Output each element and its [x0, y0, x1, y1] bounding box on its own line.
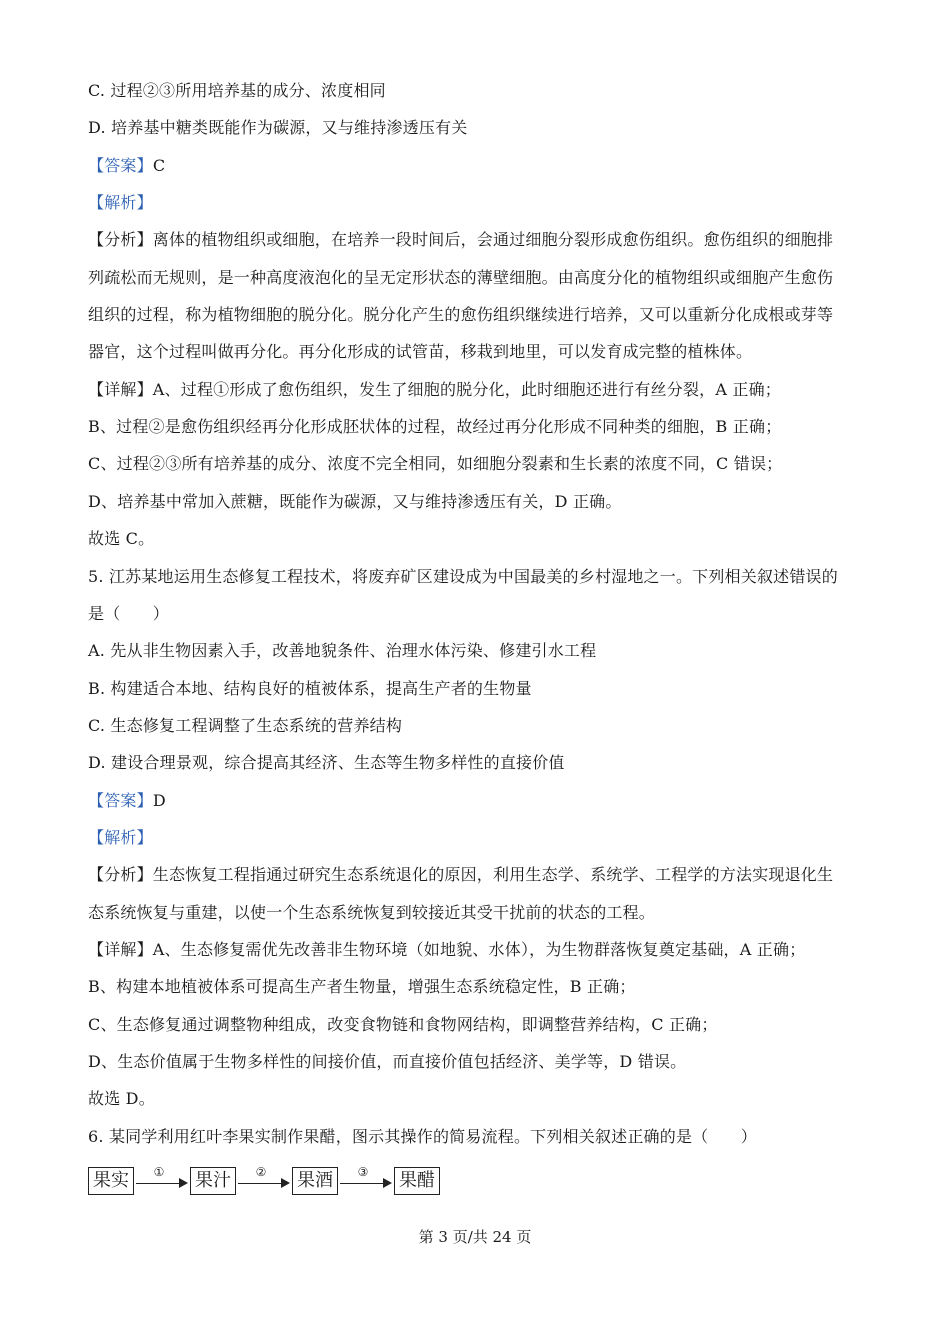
line-text: 组织的过程，称为植物细胞的脱分化。脱分化产生的愈伤组织继续进行培养，又可以重新分化成根或芽等 [88, 305, 834, 324]
line-text: B、构建本地植被体系可提高生产者生物量，增强生态系统稳定性，B 正确； [88, 977, 636, 996]
flow-box-juice: 果汁 [190, 1167, 236, 1195]
text-line [88, 902, 870, 924]
line-text: C、过程②③所有培养基的成分、浓度不完全相同，如细胞分裂素和生长素的浓度不同，C 错误； [88, 454, 783, 473]
process-flow-diagram [88, 1166, 440, 1196]
flow-step-label: ① [153, 1165, 165, 1179]
line-text: B. 构建适合本地、结构良好的植被体系，提高生产者的生物量 [88, 679, 532, 698]
text-line [88, 976, 870, 998]
section-tag: 【答案】 [88, 791, 153, 810]
flow-box-wine: 果酒 [292, 1167, 338, 1195]
line-text: C [152, 156, 166, 175]
line-text: A. 先从非生物因素入手，改善地貌条件、治理水体污染、修建引水工程 [88, 641, 597, 660]
line-text: 6. 某同学利用红叶李果实制作果醋，图示其操作的简易流程。下列相关叙述正确的是（ ） [88, 1127, 757, 1146]
text-line [88, 341, 870, 363]
text-line [88, 80, 870, 102]
arrow-head-icon [179, 1178, 188, 1188]
line-text: C、生态修复通过调整物种组成，改变食物链和食物网结构，即调整营养结构，C 正确； [88, 1015, 718, 1034]
text-line [88, 416, 870, 438]
flow-step-label: ③ [357, 1165, 369, 1179]
page-footer: 第 3 页/共 24 页 [418, 1228, 532, 1246]
text-line [88, 939, 870, 961]
arrow-head-icon [281, 1178, 290, 1188]
line-text: 列疏松而无规则，是一种高度液泡化的呈无定形状态的薄壁细胞。由高度分化的植物组织或细胞产生愈伤 [88, 268, 834, 287]
line-text: D. 培养基中糖类既能作为碳源，又与维持渗透压有关 [88, 118, 468, 137]
flow-box-fruit: 果实 [88, 1167, 134, 1195]
line-text: D [152, 791, 166, 810]
text-line [88, 1014, 870, 1036]
text-line [88, 752, 870, 774]
text-line [88, 267, 870, 289]
flow-arrow-2 [238, 1165, 290, 1193]
text-line [88, 379, 870, 401]
section-tag: 【答案】 [88, 156, 153, 175]
section-tag: 【解析】 [88, 193, 153, 212]
line-text: D、培养基中常加入蔗糖，既能作为碳源，又与维持渗透压有关，D 正确。 [88, 492, 622, 511]
text-line [88, 1126, 870, 1148]
text-line [88, 304, 870, 326]
line-text: 故选 D。 [88, 1089, 155, 1108]
section-tag: 【解析】 [88, 828, 153, 847]
flow-box-vinegar: 果醋 [394, 1167, 440, 1195]
line-text: 故选 C。 [88, 529, 155, 548]
text-line [88, 117, 870, 139]
text-line [88, 1088, 870, 1110]
line-text: 【分析】生态恢复工程指通过研究生态系统退化的原因，利用生态学、系统学、工程学的方法实现退化生 [88, 865, 834, 884]
text-line [88, 491, 870, 513]
text-line [88, 790, 870, 812]
text-line [88, 864, 870, 886]
flow-step-label: ② [255, 1165, 267, 1179]
text-line [88, 715, 870, 737]
line-text: 器官，这个过程叫做再分化。再分化形成的试管苗，移栽到地里，可以发育成完整的植株体。 [88, 342, 753, 361]
text-line [88, 528, 870, 550]
text-line [88, 192, 870, 214]
line-text: 【详解】A、过程①形成了愈伤组织，发生了细胞的脱分化，此时细胞还进行有丝分裂，A 正确； [88, 380, 781, 399]
line-text: D. 建设合理景观，综合提高其经济、生态等生物多样性的直接价值 [88, 753, 565, 772]
flow-arrow-3 [340, 1165, 392, 1193]
text-line [88, 453, 870, 475]
text-line [88, 155, 870, 177]
text-line [88, 566, 870, 588]
text-line [88, 678, 870, 700]
line-text: D、生态价值属于生物多样性的间接价值，而直接价值包括经济、美学等，D 错误。 [88, 1052, 687, 1071]
line-text: C. 过程②③所用培养基的成分、浓度相同 [88, 81, 386, 100]
line-text: 是（ ） [88, 604, 170, 623]
text-line [88, 640, 870, 662]
line-text: 【分析】离体的植物组织或细胞，在培养一段时间后，会通过细胞分裂形成愈伤组织。愈伤组织的细胞排 [88, 230, 834, 249]
line-text: B、过程②是愈伤组织经再分化形成胚状体的过程，故经过再分化形成不同种类的细胞，B 正确； [88, 417, 782, 436]
line-text: 态系统恢复与重建，以使一个生态系统恢复到较接近其受干扰前的状态的工程。 [88, 903, 656, 922]
text-line [88, 827, 870, 849]
line-text: C. 生态修复工程调整了生态系统的营养结构 [88, 716, 403, 735]
arrow-head-icon [383, 1178, 392, 1188]
text-line [88, 229, 870, 251]
line-text: 【详解】A、生态修复需优先改善非生物环境（如地貌、水体），为生物群落恢复奠定基础，A 正确； [88, 940, 806, 959]
flow-arrow-1 [136, 1165, 188, 1193]
text-line [88, 1051, 870, 1073]
text-line [88, 603, 870, 625]
line-text: 5. 江苏某地运用生态修复工程技术，将废弃矿区建设成为中国最美的乡村湿地之一。下列相关叙述错误的 [88, 567, 838, 586]
